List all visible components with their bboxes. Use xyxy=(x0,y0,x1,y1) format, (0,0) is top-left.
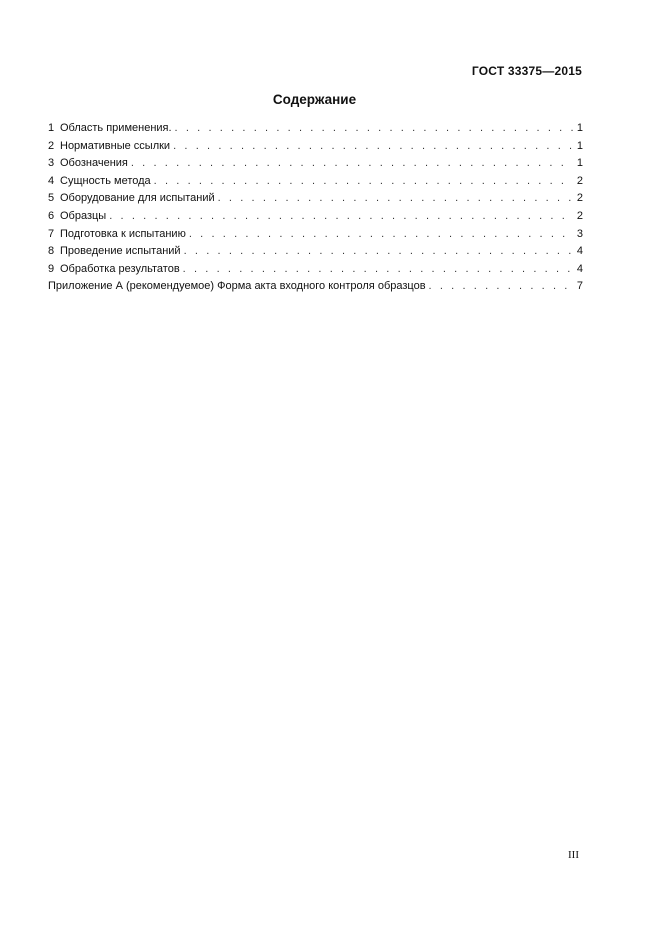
toc-entry-title: Проведение испытаний xyxy=(60,245,181,258)
toc-entry-title: Обозначения xyxy=(60,157,128,170)
toc-entry-1[interactable] xyxy=(48,120,583,138)
toc-entry-4[interactable] xyxy=(48,173,583,191)
toc-entry-page: 1 xyxy=(576,157,583,170)
toc-entry-appendix-a[interactable] xyxy=(48,278,583,296)
toc-entry-title: Образцы xyxy=(60,209,107,222)
table-of-contents xyxy=(48,120,583,296)
toc-entry-7[interactable] xyxy=(48,226,583,244)
toc-entry-page: 3 xyxy=(576,227,583,240)
toc-entry-title: Подготовка к испытанию xyxy=(60,227,186,240)
toc-entry-title: Оборудование для испытаний xyxy=(60,192,215,205)
toc-entry-2[interactable] xyxy=(48,138,583,156)
toc-entry-3[interactable] xyxy=(48,155,583,173)
toc-entry-page: 2 xyxy=(576,192,583,205)
toc-entry-title: Нормативные ссылки xyxy=(60,139,171,152)
toc-dot-leader xyxy=(154,173,573,191)
toc-dot-leader xyxy=(175,120,573,138)
toc-title: Содержание xyxy=(272,92,357,107)
toc-entry-title: Обработка результатов xyxy=(60,262,180,275)
toc-entry-page: 2 xyxy=(576,209,583,222)
toc-entry-number: 2 xyxy=(48,139,55,152)
toc-entry-9[interactable] xyxy=(48,261,583,279)
toc-dot-leader xyxy=(429,278,573,296)
toc-entry-number: 9 xyxy=(48,262,55,275)
toc-dot-leader xyxy=(131,155,573,173)
toc-dot-leader xyxy=(218,190,573,208)
document-code: ГОСТ 33375—2015 xyxy=(471,64,582,78)
toc-dot-leader xyxy=(183,261,573,279)
toc-entry-number: 8 xyxy=(48,245,55,258)
toc-entry-8[interactable] xyxy=(48,243,583,261)
toc-entry-title: Сущность метода xyxy=(60,174,151,187)
toc-entry-5[interactable] xyxy=(48,190,583,208)
toc-entry-number: 7 xyxy=(48,227,55,240)
toc-entry-title: Область применения. xyxy=(60,122,172,134)
toc-entry-number: 3 xyxy=(48,157,55,170)
toc-entry-number: 5 xyxy=(48,192,55,205)
toc-entry-number: 4 xyxy=(48,174,55,187)
toc-entry-6[interactable] xyxy=(48,208,583,226)
toc-entry-number: 6 xyxy=(48,209,55,222)
toc-dot-leader xyxy=(189,226,573,244)
toc-entry-title: Приложение А (рекомендуемое) Форма акта входного контроля образцов xyxy=(48,280,426,293)
toc-entry-page: 7 xyxy=(576,280,583,293)
toc-entry-page: 4 xyxy=(576,245,583,258)
page-number: III xyxy=(568,849,579,861)
toc-entry-page: 4 xyxy=(576,262,583,275)
toc-dot-leader xyxy=(184,243,573,261)
toc-entry-page: 2 xyxy=(576,174,583,187)
toc-dot-leader xyxy=(173,138,573,156)
toc-entry-page: 1 xyxy=(576,122,583,134)
toc-entry-page: 1 xyxy=(576,139,583,152)
toc-dot-leader xyxy=(109,208,573,226)
toc-entry-number: 1 xyxy=(48,122,55,134)
